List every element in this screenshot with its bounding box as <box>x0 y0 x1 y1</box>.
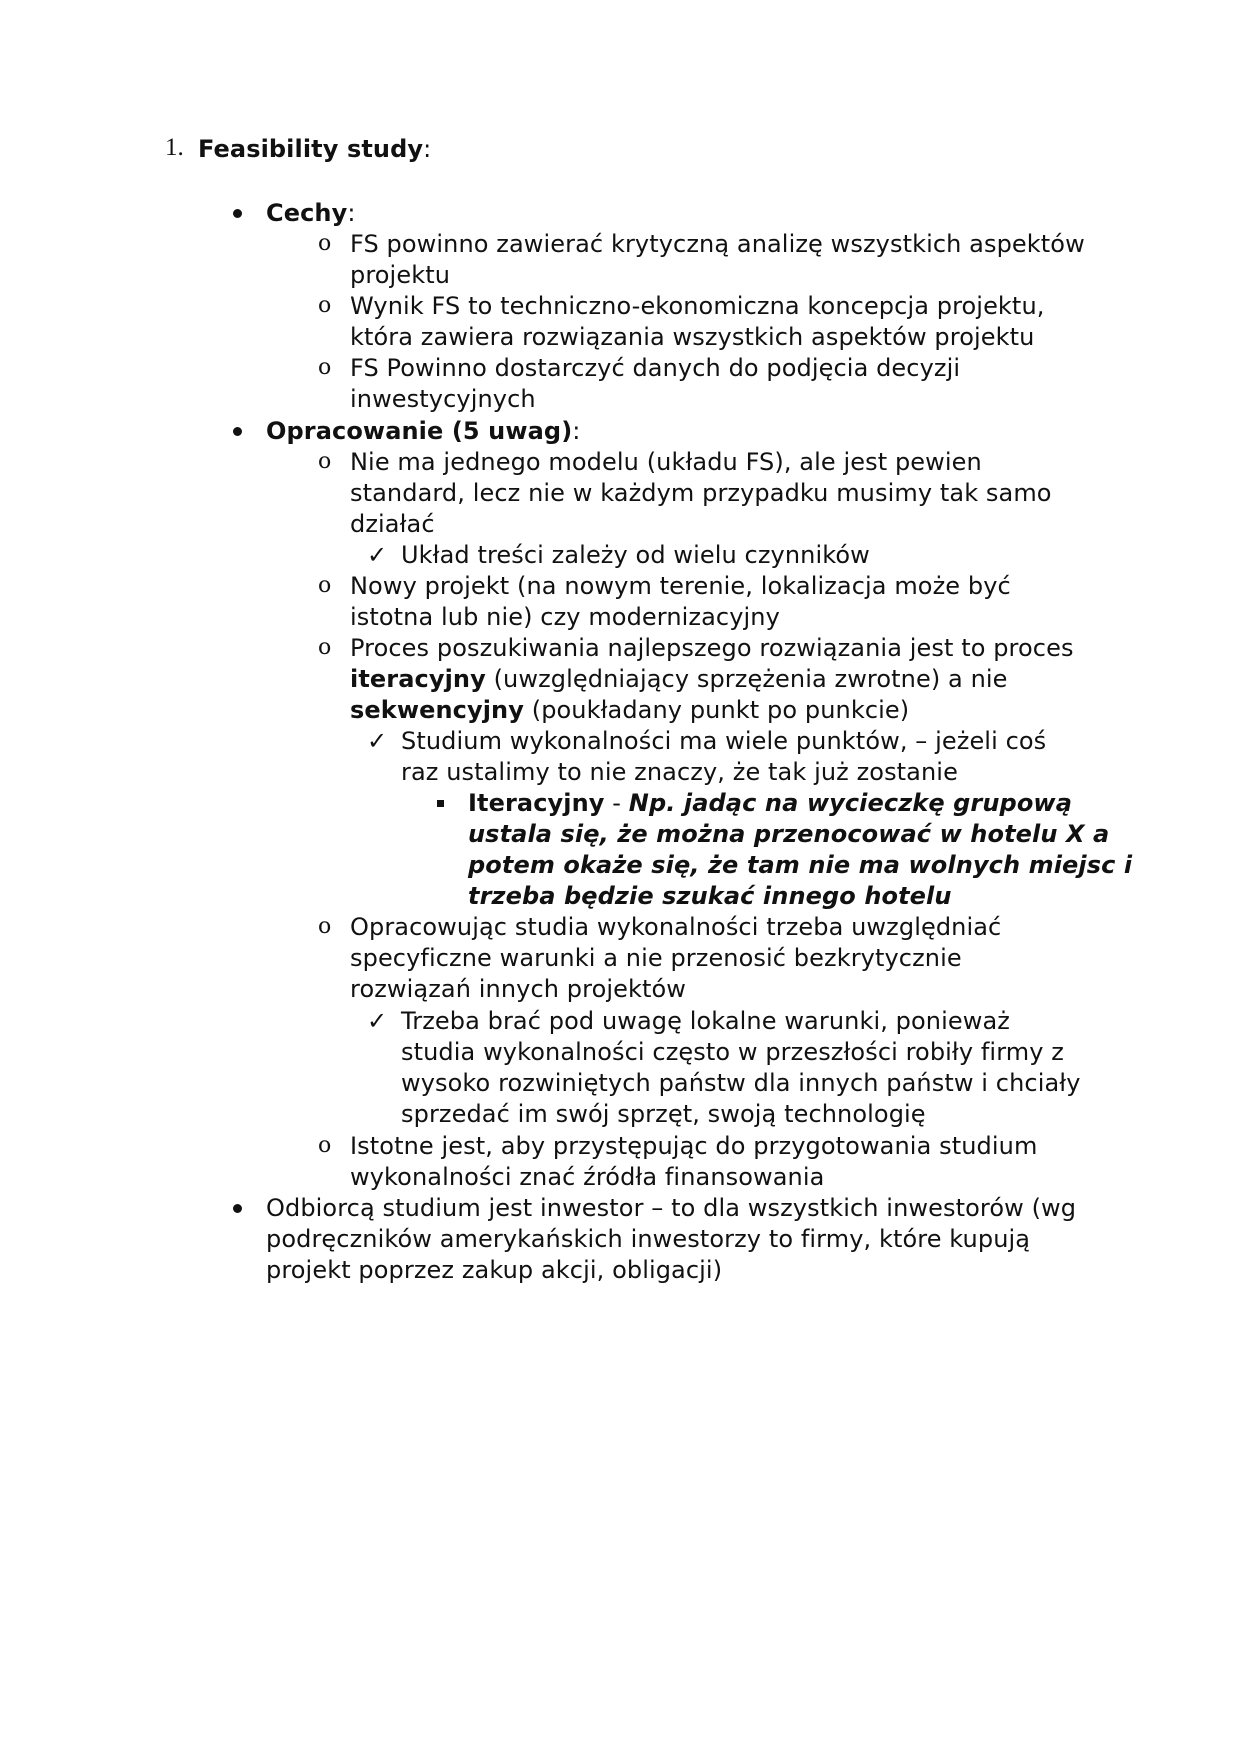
cechy-item-3-line-2: inwestycyjnych <box>350 385 536 413</box>
opracowanie-item-3-line-1: Proces poszukiwania najlepszego rozwiązania jest to proces <box>350 634 1074 662</box>
circle-bullet-icon: o <box>318 355 332 380</box>
opracowanie-item-4-line-2: specyficzne warunki a nie przenosić bezkrytycznie <box>350 944 962 972</box>
opracowanie-item-1-check: Układ treści zależy od wielu czynników <box>401 541 870 569</box>
opracowanie-item-2-line-1: Nowy projekt (na nowym terenie, lokalizacja może być <box>350 572 1011 600</box>
cechy-item-2-line-1: Wynik FS to techniczno-ekonomiczna koncepcja projektu, <box>350 292 1045 320</box>
circle-bullet-icon: o <box>318 635 332 660</box>
cechy-item-1-line-2: projektu <box>350 261 451 289</box>
opracowanie-item-3-line-3: sekwencyjny (poukładany punkt po punkcie) <box>350 696 910 724</box>
opracowanie-item-1-line-3: działać <box>350 510 435 538</box>
opracowanie-item-3-line-2: iteracyjny (uwzględniający sprzężenia zwrotne) a nie <box>350 665 1008 693</box>
circle-bullet-icon: o <box>318 1133 332 1158</box>
opracowanie-item-4-line-3: rozwiązań innych projektów <box>350 975 687 1003</box>
opracowanie-item-5-line-1: Istotne jest, aby przystępując do przygotowania studium <box>350 1132 1038 1160</box>
cechy-item-2-line-2: która zawiera rozwiązania wszystkich aspektów projektu <box>350 323 1035 351</box>
opracowanie-item-4-check-line-3: wysoko rozwiniętych państw dla innych państw i chciały <box>401 1069 1081 1097</box>
iteracyjny-example-line-4: trzeba będzie szukać innego hotelu <box>468 882 952 910</box>
cechy-item-1-line-1: FS powinno zawierać krytyczną analizę wszystkich aspektów <box>350 230 1085 258</box>
opracowanie-item-5-line-2: wykonalności znać źródła finansowania <box>350 1163 825 1191</box>
cechy-heading: Cechy: <box>266 199 356 227</box>
opracowanie-item-4-check-line-4: sprzedać im swój sprzęt, swoją technologię <box>401 1100 926 1128</box>
opracowanie-item-4-line-1: Opracowując studia wykonalności trzeba uwzględniać <box>350 913 1002 941</box>
circle-bullet-icon: o <box>318 449 332 474</box>
iteracyjny-example-line-3: potem okaże się, że tam nie ma wolnych miejsc i <box>468 851 1133 879</box>
opracowanie-item-1-line-1: Nie ma jednego modelu (układu FS), ale jest pewien <box>350 448 982 476</box>
circle-bullet-icon: o <box>318 231 332 256</box>
check-icon: ✓ <box>367 727 388 755</box>
opracowanie-item-4-check-line-1: Trzeba brać pod uwagę lokalne warunki, ponieważ <box>401 1007 1010 1035</box>
iteracyjny-example-line-2: ustala się, że można przenocować w hotelu X a <box>468 820 1110 848</box>
bullet-icon <box>233 1204 242 1213</box>
opracowanie-item-3-check-line-2: raz ustalimy to nie znaczy, że tak już zostanie <box>401 758 958 786</box>
odbiorca-line-2: podręczników amerykańskich inwestorzy to firmy, które kupują <box>266 1225 1031 1253</box>
square-bullet-icon <box>437 800 444 807</box>
iteracyjny-example-line-1: Iteracyjny - Np. jadąc na wycieczkę grupową <box>468 789 1072 817</box>
page-title: Feasibility study: <box>198 135 432 163</box>
opracowanie-item-2-line-2: istotna lub nie) czy modernizacyjny <box>350 603 780 631</box>
odbiorca-line-1: Odbiorcą studium jest inwestor – to dla wszystkich inwestorów (wg <box>266 1194 1077 1222</box>
cechy-item-3-line-1: FS Powinno dostarczyć danych do podjęcia decyzji <box>350 354 961 382</box>
opracowanie-item-1-line-2: standard, lecz nie w każdym przypadku musimy tak samo <box>350 479 1052 507</box>
bullet-icon <box>233 209 242 218</box>
circle-bullet-icon: o <box>318 914 332 939</box>
circle-bullet-icon: o <box>318 293 332 318</box>
opracowanie-item-3-check-line-1: Studium wykonalności ma wiele punktów, – jeżeli coś <box>401 727 1047 755</box>
heading-number: 1. <box>165 134 184 161</box>
bullet-icon <box>233 427 242 436</box>
heading-title: Feasibility study <box>198 135 424 163</box>
check-icon: ✓ <box>367 541 388 569</box>
opracowanie-heading: Opracowanie (5 uwag): <box>266 417 581 445</box>
odbiorca-line-3: projekt poprzez zakup akcji, obligacji) <box>266 1256 723 1284</box>
check-icon: ✓ <box>367 1007 388 1035</box>
circle-bullet-icon: o <box>318 573 332 598</box>
opracowanie-item-4-check-line-2: studia wykonalności często w przeszłości robiły firmy z <box>401 1038 1064 1066</box>
